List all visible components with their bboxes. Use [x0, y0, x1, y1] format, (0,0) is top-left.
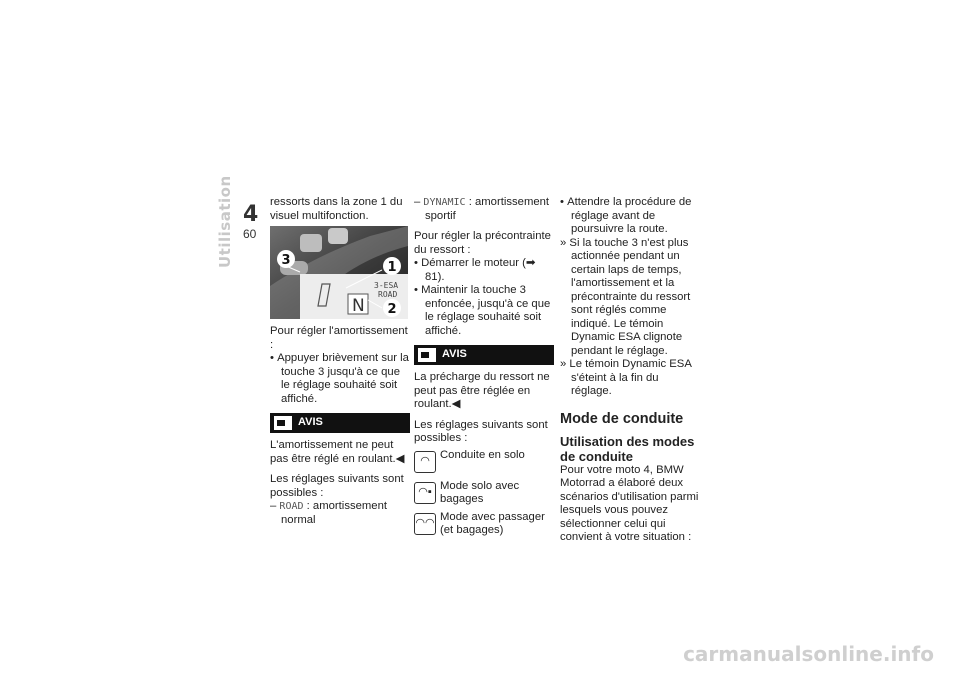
section-side-label: Utilisation: [216, 175, 234, 268]
result-2: » Le témoin Dynamic ESA s'éteint à la fin du réglage.: [560, 358, 692, 397]
callout-1: 1: [387, 260, 397, 275]
mode-passenger: [414, 511, 554, 539]
display-gear: N: [352, 296, 365, 316]
avis-label: AVIS: [298, 416, 323, 429]
avis-text: L'amortissement ne peut pas être réglé en roulant.◀: [270, 439, 405, 465]
avis-banner: [270, 413, 410, 433]
mode-label: Mode avec passager (et bagages): [440, 510, 545, 536]
subsection-heading: Utilisation des modes de conduite: [560, 433, 695, 464]
column-1: [270, 196, 410, 527]
passenger-icon: ◠◠: [414, 513, 436, 535]
handlebar-figure: [270, 226, 408, 319]
section-heading: Mode de conduite: [560, 410, 684, 427]
solo-rider-icon: ◠: [414, 451, 436, 473]
warning-car-icon: [418, 348, 436, 362]
mode-label: Conduite en solo: [440, 448, 525, 461]
column-2: [414, 196, 554, 539]
handlebar-photo: [270, 226, 408, 319]
result-1: » Si la touche 3 n'est plus actionnée pendant un certain laps de temps, l'amortissement et la précontrainte du ressort sont réglés comme indiqué. Le témoin Dynamic ESA clignote pendant le réglage.: [560, 236, 691, 357]
mode-solo: [414, 449, 554, 477]
riding-mode-body: Pour votre moto 4, BMW Motorrad a élaboré deux scénarios d'utilisation parmi lesquels vous pouvez sélectionner celui qui convient à votre situation :: [560, 463, 699, 543]
mode-solo-luggage: [414, 480, 554, 508]
page-number: 60: [243, 227, 257, 241]
avis-banner-2: [414, 345, 554, 365]
callout-2: 2: [387, 302, 397, 317]
settings-intro-2: Les réglages suivants sont possibles :: [414, 418, 548, 444]
preload-step-1: • Démarrer le moteur (➡ 81).: [414, 257, 536, 283]
callout-3: 3: [281, 253, 291, 268]
display-road: ROAD: [378, 290, 398, 299]
solo-luggage-icon: ◠▪: [414, 482, 436, 504]
intro-text: ressorts dans la zone 1 du visuel multifonction.: [270, 196, 403, 222]
column-3: [560, 196, 700, 545]
warning-car-icon: [274, 416, 292, 430]
settings-intro: Les réglages suivants sont possibles :: [270, 473, 404, 499]
preload-intro: Pour régler la précontrainte du ressort :: [414, 230, 551, 256]
dynamic-setting: – DYNAMIC : amortissement sportif: [414, 196, 550, 222]
display-esa: 3-ESA: [374, 281, 399, 290]
damping-intro: Pour régler l'amortissement :: [270, 325, 408, 351]
avis-text-2: La précharge du ressort ne peut pas être réglée en roulant.◀: [414, 371, 550, 410]
mode-label: Mode solo avec bagages: [440, 479, 520, 505]
watermark: carmanualsonline.info: [683, 642, 934, 666]
wait-step: • Attendre la procédure de réglage avant de poursuivre la route.: [560, 196, 692, 235]
road-setting: – ROAD : amortissement normal: [270, 500, 388, 526]
preload-step-2: • Maintenir la touche 3 enfoncée, jusqu'à ce que le réglage souhaité soit affiché.: [414, 284, 551, 337]
avis-label: AVIS: [442, 348, 467, 361]
damping-step: • Appuyer brièvement sur la touche 3 jusqu'à ce que le réglage souhaité soit affiché.: [270, 352, 409, 405]
chapter-number: 4: [243, 202, 259, 227]
